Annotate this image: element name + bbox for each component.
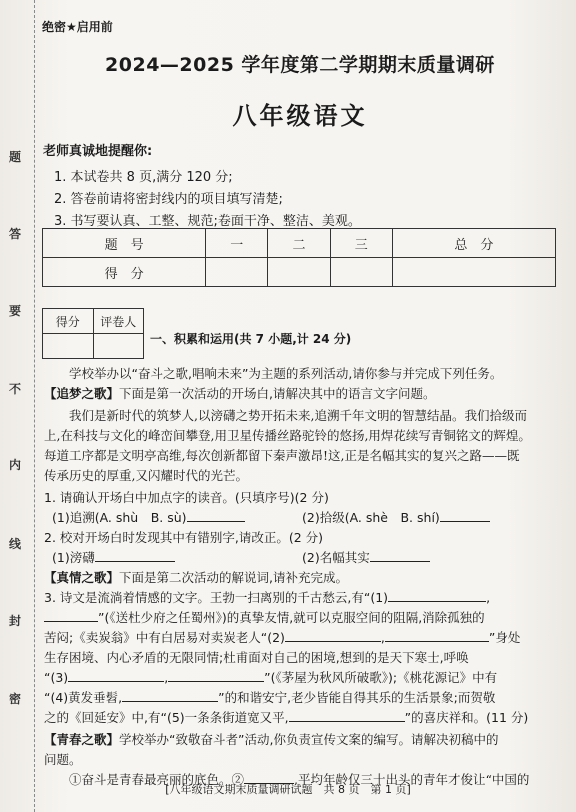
page-footer: [八年级语文期末质量调研试题 共 8 页 第 1 页] xyxy=(165,783,411,796)
question-2-items xyxy=(44,548,556,567)
margin-word: 不 xyxy=(9,382,22,396)
passage-line: 上,在科技与文化的峰峦间攀登,用卫星传播丝路驼铃的悠扬,用焊花续写青铜铭文的辉煌。 xyxy=(44,428,531,443)
question-3-text: ”的和谐安宁,老少皆能自得其乐的生活景象;而贺敬 xyxy=(218,690,496,705)
question-3-line xyxy=(44,688,556,707)
question-1-items xyxy=(44,508,556,527)
score-header-cell: 二 xyxy=(268,229,330,258)
reminder-item: 2. 答卷前请将密封线内的项目填写清楚; xyxy=(54,192,283,207)
question-3-text: 苦闷;《卖炭翁》中有白居易对卖炭老人“(2) xyxy=(44,630,285,645)
grader-name-cell xyxy=(93,334,144,359)
passage-line: 每道工序都是文明亭高维,每次创新都留下秦声激昂!这,正是名幅其实的复兴之路——既 xyxy=(44,448,520,463)
reminder-heading: 老师真诚地提醒你: xyxy=(43,144,153,159)
answer-blank[interactable] xyxy=(285,629,381,642)
margin-word: 线 xyxy=(9,537,22,551)
margin-word: 内 xyxy=(9,458,22,472)
score-table xyxy=(42,228,556,287)
answer-blank[interactable] xyxy=(385,629,489,642)
margin-word: 密 xyxy=(9,692,22,706)
score-header-cell: 三 xyxy=(330,229,392,258)
task-3-text: 学校举办“致敬奋斗者”活动,你负责宣传文案的编写。请解决初稿中的 xyxy=(119,732,499,747)
question-3-text: 之的《回延安》中,有“(5)一条条街道宽又平, xyxy=(44,710,289,725)
question-2: 2. 校对开场白时发现其中有错别字,请改正。(2 分) xyxy=(44,530,324,545)
question-3-text: “(3) xyxy=(44,670,69,685)
question-1-part-2: (2)拾级(A. shè B. shí) xyxy=(302,510,440,525)
score-header-cell: 一 xyxy=(206,229,268,258)
question-3-text: “(4)黄发垂髫, xyxy=(44,690,123,705)
section-title: 一、积累和运用(共 7 小题,计 24 分) xyxy=(150,332,352,346)
grader-score-label: 得分 xyxy=(43,309,94,334)
page-subtitle: 八年级语文 xyxy=(232,102,368,130)
question-3-text: ”身处 xyxy=(488,630,521,645)
reminder-item: 3. 书写要认真、工整、规范;卷面干净、整洁、美观。 xyxy=(54,214,361,229)
question-3-line xyxy=(44,708,556,727)
answer-blank[interactable] xyxy=(370,549,430,562)
question-1-part-1: (1)追溯(A. shù B. sù) xyxy=(52,510,187,525)
grader-table xyxy=(42,308,144,359)
answer-blank[interactable] xyxy=(95,549,175,562)
score-row-label: 得 分 xyxy=(43,258,206,287)
task-2 xyxy=(44,568,556,587)
task-1 xyxy=(44,384,556,403)
question-3-line: “(3) , ”(《茅屋为秋风所破歌》);《桃花源记》中有 xyxy=(44,670,498,685)
draft-text: ,平均年龄仅三十出头的青年才俊让“中国的 xyxy=(294,772,530,787)
intro-text: 学校举办以“奋斗之歌,唱响未来”为主题的系列活动,请你参与并完成下列任务。 xyxy=(69,366,503,381)
grader-name-label: 评卷人 xyxy=(93,309,144,334)
score-cell xyxy=(330,258,392,287)
question-2-part-1: (1)滂礴 xyxy=(52,550,95,565)
score-header-cell: 总 分 xyxy=(392,229,555,258)
seal-margin xyxy=(0,0,35,812)
question-1: 1. 请确认开场白中加点字的读音。(只填序号)(2 分) xyxy=(44,490,329,505)
passage-line: 我们是新时代的筑梦人,以滂礴之势开拓未来,追溯千年文明的智慧结晶。我们拾级而 xyxy=(69,408,527,423)
margin-word: 题 xyxy=(9,150,22,164)
task-2-text: 下面是第二次活动的解说词,请补充完成。 xyxy=(119,570,348,585)
answer-blank[interactable] xyxy=(168,669,264,682)
margin-word: 要 xyxy=(9,304,22,318)
task-2-tag: 【真情之歌】 xyxy=(44,570,120,585)
task-3 xyxy=(44,730,556,749)
task-1-tag: 【追梦之歌】 xyxy=(44,386,120,401)
answer-blank[interactable] xyxy=(68,669,164,682)
answer-blank[interactable] xyxy=(289,709,405,722)
question-3-text: ”(《送杜少府之任蜀州》)的真挚友情,就可以克服空间的阻隔,消除孤独的 xyxy=(98,610,485,625)
draft-text: ①奋斗是青春最亮丽的底色。② xyxy=(69,772,245,787)
question-3-text: 3. 诗文是流淌着情感的文字。王勃一扫离别的千古愁云,有“(1) xyxy=(44,590,389,605)
question-3-text: ”的喜庆祥和。(11 分) xyxy=(404,710,529,725)
margin-word: 答 xyxy=(9,227,22,241)
question-3-line: 生存困境、内心矛盾的无限同情;杜甫面对自己的困境,想到的是天下寒士,呼唤 xyxy=(44,650,469,665)
reminder-item: 1. 本试卷共 8 页,满分 120 分; xyxy=(54,170,233,185)
score-header-cell: 题 号 xyxy=(43,229,206,258)
score-cell xyxy=(392,258,555,287)
margin-word: 封 xyxy=(9,614,22,628)
question-2-part-2: (2)名幅其实 xyxy=(302,550,370,565)
answer-blank[interactable] xyxy=(122,689,218,702)
answer-blank[interactable] xyxy=(440,509,490,522)
secret-label: 绝密★启用前 xyxy=(42,20,113,34)
question-3-line: 苦闷;《卖炭翁》中有白居易对卖炭老人“(2) , ”身处 xyxy=(44,630,521,645)
task-1-text: 下面是第一次活动的开场白,请解决其中的语言文字问题。 xyxy=(119,386,436,401)
answer-blank[interactable] xyxy=(44,609,98,622)
grader-score-cell xyxy=(43,334,94,359)
question-3-text: ”(《茅屋为秋风所破歌》);《桃花源记》中有 xyxy=(264,670,498,685)
passage-line: 传承历史的厚重,又闪耀时代的光芒。 xyxy=(44,468,248,483)
question-3-line xyxy=(44,608,556,627)
answer-blank[interactable] xyxy=(187,509,245,522)
answer-blank[interactable] xyxy=(388,589,486,602)
score-cell xyxy=(268,258,330,287)
task-3-tag: 【青春之歌】 xyxy=(44,732,120,747)
question-3-line: 3. 诗文是流淌着情感的文字。王勃一扫离别的千古愁云,有“(1) , xyxy=(44,590,491,605)
task-3-text-cont: 问题。 xyxy=(44,752,82,767)
page-title: 2024—2025 学年度第二学期期末质量调研 xyxy=(105,54,495,76)
score-cell xyxy=(206,258,268,287)
